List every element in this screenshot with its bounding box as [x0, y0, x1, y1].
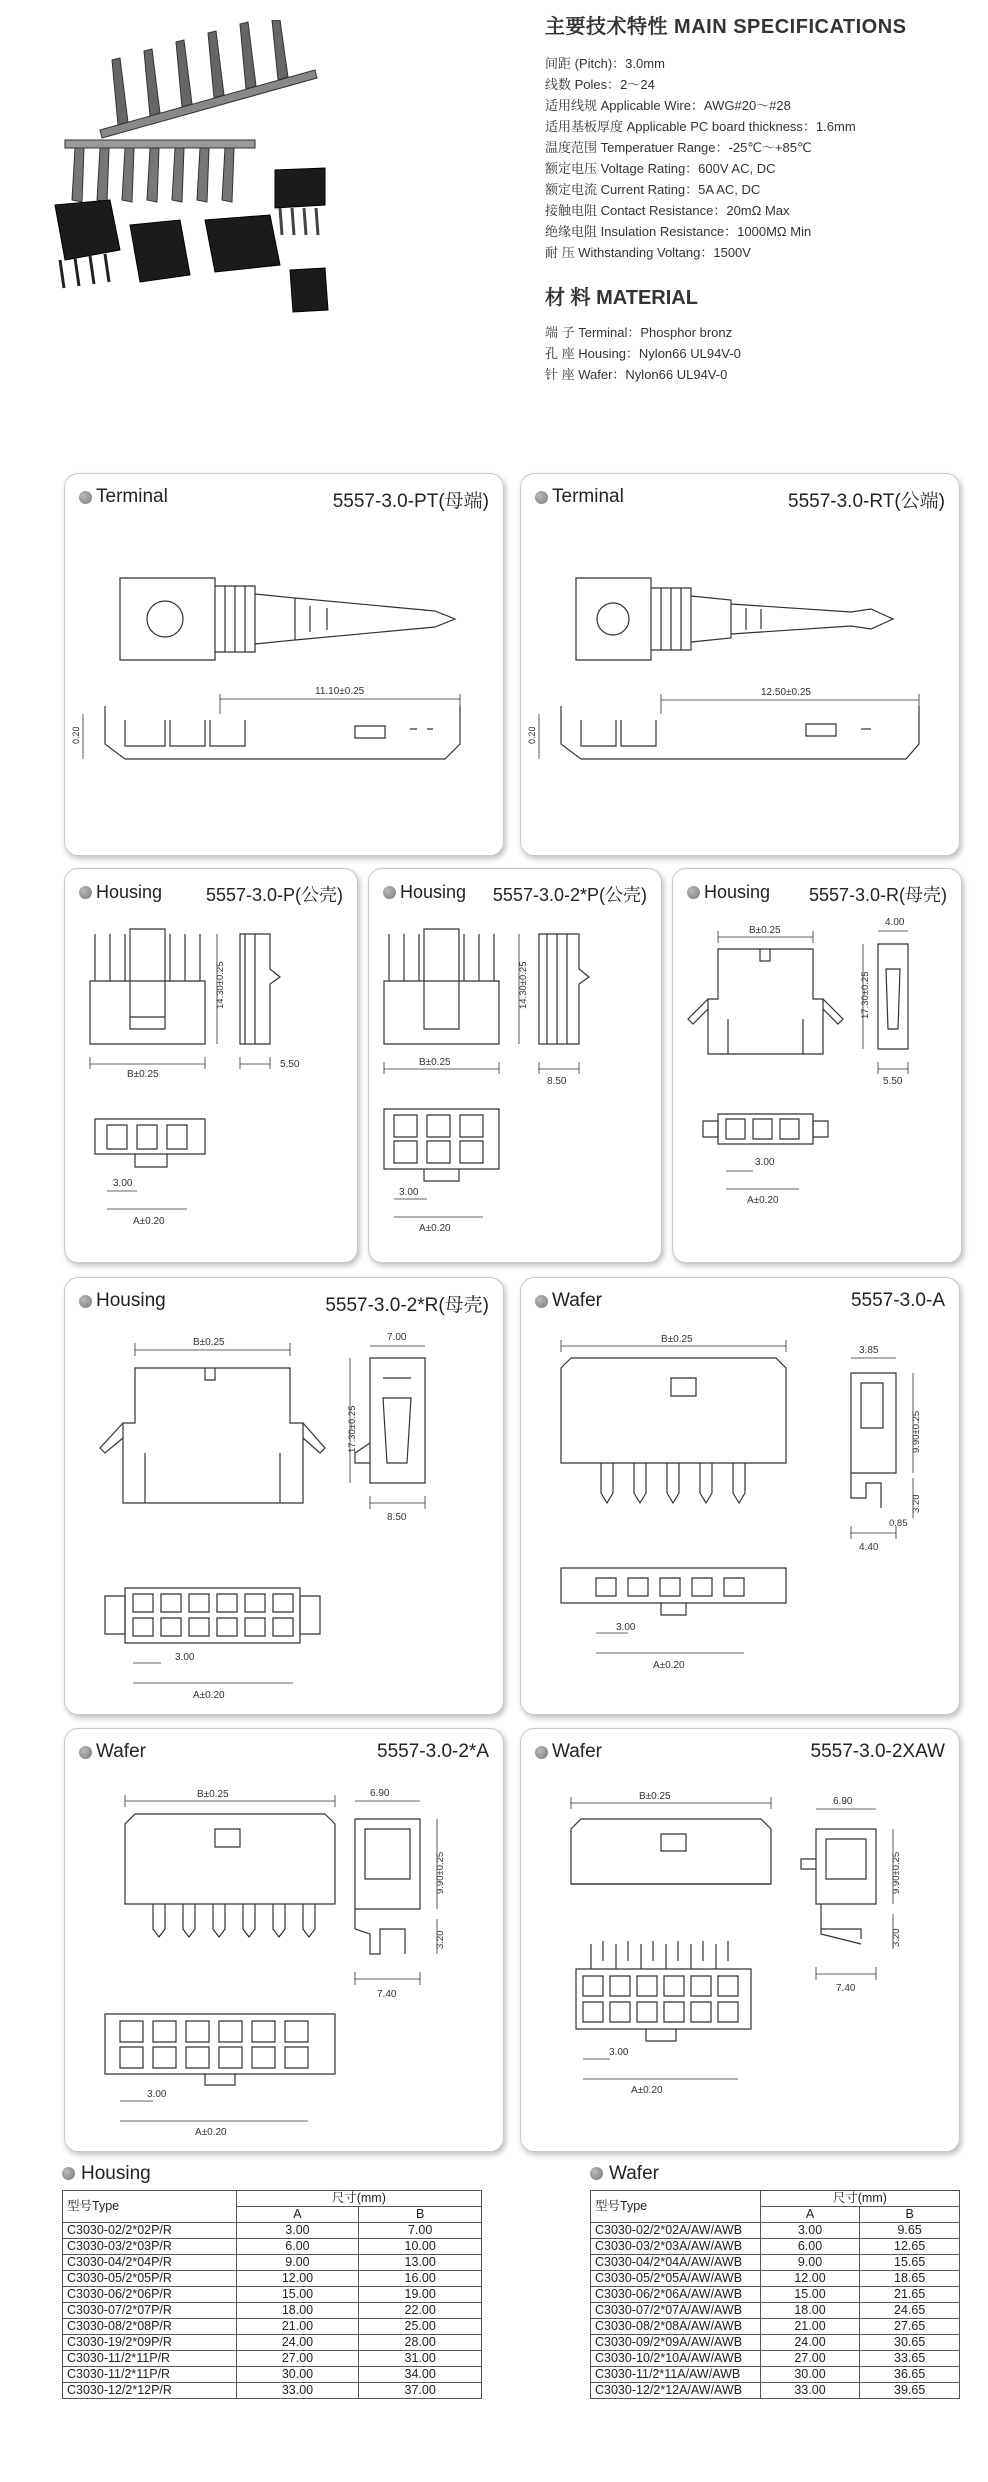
cell-a: 21.00 [236, 2319, 359, 2335]
terminal-rt-drawing [521, 474, 961, 857]
cell-b: 15.65 [860, 2255, 960, 2271]
dim-h-label: 9.90±0.25 [435, 1851, 446, 1894]
panel-title: Housing [96, 1290, 166, 1311]
header-b: B [860, 2207, 960, 2223]
panel-header [79, 1290, 489, 1316]
dim-small-label: 0.85 [889, 1518, 908, 1529]
table-row [63, 2383, 482, 2399]
dim-w-label: 4.40 [859, 1542, 879, 1553]
table-row [591, 2335, 960, 2351]
wafer-2a-drawing [65, 1729, 505, 2153]
wafer-2xaw-drawing [521, 1729, 961, 2153]
dim-w-label: 5.50 [883, 1076, 903, 1087]
cell-type: C3030-08/2*08P/R [63, 2319, 237, 2335]
product-photo [30, 20, 330, 360]
dim-h-label: 14.30±0.25 [518, 961, 529, 1009]
dim-top-label: 6.90 [833, 1796, 853, 1807]
dim-length-label: 11.10±0.25 [315, 686, 365, 697]
cell-a: 30.00 [760, 2367, 860, 2383]
material-line: 孔 座 Housing：Nylon66 UL94V-0 [545, 346, 741, 361]
dim-b-label: B±0.25 [639, 1791, 671, 1802]
cell-type: C3030-11/2*11A/AW/AWB [591, 2367, 761, 2383]
dim-b-label: B±0.25 [127, 1069, 159, 1080]
cell-b: 9.65 [860, 2223, 960, 2239]
bullet-icon [687, 886, 700, 899]
panel-header [535, 1290, 945, 1316]
cell-b: 28.00 [359, 2335, 482, 2351]
dim-h-label: 17.30±0.25 [347, 1405, 358, 1453]
bullet-icon [79, 1295, 92, 1308]
dim-pitch-label: 3.00 [616, 1622, 636, 1633]
table-row [591, 2255, 960, 2271]
panel-part-code: 5557-3.0-2XAW [810, 1741, 945, 1762]
panel-title: Wafer [96, 1741, 146, 1762]
cell-b: 39.65 [860, 2383, 960, 2399]
table-row [63, 2319, 482, 2335]
cell-a: 24.00 [236, 2335, 359, 2351]
material-line: 端 子 Terminal：Phosphor bronz [545, 325, 733, 340]
cell-b: 18.65 [860, 2271, 960, 2287]
dim-h-label: 14.30±0.25 [215, 961, 226, 1009]
housing-2r-drawing [65, 1278, 505, 1716]
panel-title: Terminal [552, 486, 624, 507]
dim-b-label: B±0.25 [749, 925, 781, 936]
dim-b-label: B±0.25 [661, 1334, 693, 1345]
cell-a: 21.00 [760, 2319, 860, 2335]
housing-2p-drawing [369, 869, 663, 1264]
dim-thick-label: 0.20 [71, 726, 81, 744]
material-line: 针 座 Wafer：Nylon66 UL94V-0 [545, 367, 728, 382]
table-row [63, 2255, 482, 2271]
cell-a: 15.00 [760, 2287, 860, 2303]
spec-line: 间距 (Pitch)：3.0mm [545, 56, 665, 71]
panel-terminal-pt [64, 473, 504, 856]
bullet-icon [79, 491, 92, 504]
specifications-title: 主要技术特性 MAIN SPECIFICATIONS [545, 16, 907, 38]
dim-length-label: 12.50±0.25 [761, 687, 811, 698]
cell-b: 21.65 [860, 2287, 960, 2303]
panel-title: Housing [400, 881, 467, 902]
cell-type: C3030-11/2*11P/R [63, 2351, 237, 2367]
spec-line: 绝缘电阻 Insulation Resistance：1000MΩ Min [545, 224, 812, 239]
table-row [63, 2239, 482, 2255]
cell-b: 36.65 [860, 2367, 960, 2383]
wafer-table-title [590, 2163, 659, 2185]
dim-h-label: 17.30±0.25 [860, 971, 871, 1019]
table-row [591, 2271, 960, 2287]
panel-housing-2r [64, 1277, 504, 1715]
panel-wafer-a [520, 1277, 960, 1715]
cell-type: C3030-07/2*07A/AW/AWB [591, 2303, 761, 2319]
panel-header [535, 1741, 945, 1767]
bullet-icon [383, 886, 396, 899]
dim-pin-label: 3.20 [911, 1494, 922, 1513]
dim-w-label: 8.50 [387, 1512, 407, 1523]
table-row [63, 2287, 482, 2303]
panel-part-code: 5557-3.0-RT(公端) [788, 491, 945, 512]
terminal-pt-drawing [65, 474, 505, 857]
cell-b: 34.00 [359, 2367, 482, 2383]
header-a: A [236, 2207, 359, 2223]
panel-housing-2p [368, 868, 662, 1263]
table-row [63, 2303, 482, 2319]
header-size: 尺寸(mm) [760, 2191, 959, 2207]
spec-line: 耐 压 Withstanding Voltang：1500V [545, 245, 751, 260]
cell-b: 10.00 [359, 2239, 482, 2255]
bullet-icon [535, 491, 548, 504]
dim-a-label: A±0.20 [195, 2127, 227, 2138]
table-row [591, 2351, 960, 2367]
cell-b: 27.65 [860, 2319, 960, 2335]
dim-b-label: B±0.25 [197, 1789, 229, 1800]
panel-part-code: 5557-3.0-A [850, 1290, 945, 1311]
panel-part-code: 5557-3.0-R(母壳) [808, 885, 947, 905]
panel-housing-r [672, 868, 962, 1263]
bullet-icon [79, 1746, 92, 1759]
cell-a: 6.00 [236, 2239, 359, 2255]
panel-header [79, 486, 489, 512]
panel-part-code: 5557-3.0-2*A [377, 1741, 489, 1762]
dim-pitch-label: 3.00 [755, 1157, 775, 1168]
dim-pin-label: 3.20 [435, 1930, 446, 1949]
bullet-icon [62, 2167, 75, 2180]
cell-b: 7.00 [359, 2223, 482, 2239]
dim-pin-label: 3.20 [891, 1928, 902, 1947]
cell-a: 24.00 [760, 2335, 860, 2351]
cell-b: 31.00 [359, 2351, 482, 2367]
wafer-table [590, 2190, 960, 2399]
cell-type: C3030-06/2*06P/R [63, 2287, 237, 2303]
table-row [63, 2335, 482, 2351]
panel-wafer-2a [64, 1728, 504, 2152]
dim-h-label: 9.90±0.25 [891, 1851, 902, 1894]
cell-a: 3.00 [760, 2223, 860, 2239]
table-row [591, 2223, 960, 2239]
panel-housing-p [64, 868, 358, 1263]
panel-header [535, 486, 945, 512]
table-row [591, 2319, 960, 2335]
dim-w-label: 7.40 [836, 1983, 856, 1994]
dim-a-label: A±0.20 [419, 1223, 451, 1234]
cell-b: 37.00 [359, 2383, 482, 2399]
panel-header [79, 881, 343, 907]
cell-type: C3030-06/2*06A/AW/AWB [591, 2287, 761, 2303]
wafer-a-drawing [521, 1278, 961, 1716]
cell-a: 18.00 [760, 2303, 860, 2319]
dim-pitch-label: 3.00 [113, 1178, 133, 1189]
cell-type: C3030-09/2*09A/AW/AWB [591, 2335, 761, 2351]
cell-type: C3030-03/2*03P/R [63, 2239, 237, 2255]
specifications-block [545, 10, 975, 385]
cell-a: 3.00 [236, 2223, 359, 2239]
panel-title: Housing [96, 881, 163, 902]
cell-type: C3030-02/2*02P/R [63, 2223, 237, 2239]
cell-b: 12.65 [860, 2239, 960, 2255]
cell-a: 9.00 [236, 2255, 359, 2271]
housing-photos [55, 168, 328, 312]
cell-type: C3030-10/2*10A/AW/AWB [591, 2351, 761, 2367]
table-row [63, 2223, 482, 2239]
cell-type: C3030-07/2*07P/R [63, 2303, 237, 2319]
cell-b: 22.00 [359, 2303, 482, 2319]
cell-b: 30.65 [860, 2335, 960, 2351]
dim-a-label: A±0.20 [133, 1216, 165, 1227]
dim-top-label: 7.00 [387, 1332, 407, 1343]
table-row [63, 2367, 482, 2383]
dim-a-label: A±0.20 [653, 1660, 685, 1671]
dim-top-label: 6.90 [370, 1788, 390, 1799]
dim-a-label: A±0.20 [747, 1195, 779, 1206]
cell-a: 27.00 [760, 2351, 860, 2367]
cell-a: 33.00 [236, 2383, 359, 2399]
panel-part-code: 5557-3.0-2*P(公壳) [492, 885, 647, 905]
bullet-icon [535, 1295, 548, 1308]
spec-line: 温度范围 Temperatuer Range：-25℃～+85℃ [545, 140, 812, 155]
header-type: 型号Type [63, 2191, 237, 2223]
table-row [591, 2367, 960, 2383]
dim-top-label: 4.00 [885, 917, 905, 928]
bullet-icon [535, 1746, 548, 1759]
dim-a-label: A±0.20 [631, 2085, 663, 2096]
cell-a: 30.00 [236, 2367, 359, 2383]
housing-table-title [62, 2163, 151, 2185]
cell-b: 24.65 [860, 2303, 960, 2319]
cell-type: C3030-08/2*08A/AW/AWB [591, 2319, 761, 2335]
table-header-row [63, 2191, 482, 2207]
dim-b-label: B±0.25 [419, 1057, 451, 1068]
cell-type: C3030-19/2*09P/R [63, 2335, 237, 2351]
table-row [591, 2303, 960, 2319]
cell-type: C3030-02/2*02A/AW/AWB [591, 2223, 761, 2239]
cell-a: 12.00 [760, 2271, 860, 2287]
cell-b: 16.00 [359, 2271, 482, 2287]
dim-h-label: 9.90±0.25 [911, 1410, 922, 1453]
bullet-icon [590, 2167, 603, 2180]
panel-title: Housing [704, 881, 771, 902]
cell-b: 33.65 [860, 2351, 960, 2367]
cell-b: 13.00 [359, 2255, 482, 2271]
spec-line: 额定电压 Voltage Rating：600V AC, DC [545, 161, 776, 176]
spec-line: 适用线规 Applicable Wire：AWG#20～#28 [545, 98, 791, 113]
cell-type: C3030-05/2*05A/AW/AWB [591, 2271, 761, 2287]
dim-thick-label: 0.20 [527, 726, 537, 744]
spec-line: 接触电阻 Contact Resistance：20mΩ Max [545, 203, 790, 218]
panel-terminal-rt [520, 473, 960, 856]
dim-pitch-label: 3.00 [175, 1652, 195, 1663]
panel-part-code: 5557-3.0-PT(母端) [332, 491, 489, 512]
table-header-row [591, 2191, 960, 2207]
dim-w-label: 8.50 [547, 1076, 567, 1087]
spec-line: 适用基板厚度 Applicable PC board thickness：1.6mm [545, 119, 856, 134]
material-title: 材 料 MATERIAL [545, 287, 698, 309]
cell-a: 12.00 [236, 2271, 359, 2287]
panel-wafer-2xaw [520, 1728, 960, 2152]
cell-type: C3030-12/2*12A/AW/AWB [591, 2383, 761, 2399]
panel-title: Terminal [96, 486, 168, 507]
bullet-icon [79, 886, 92, 899]
cell-type: C3030-04/2*04P/R [63, 2255, 237, 2271]
header-size: 尺寸(mm) [236, 2191, 481, 2207]
table-row [63, 2271, 482, 2287]
panel-part-code: 5557-3.0-P(公壳) [205, 885, 343, 905]
cell-type: C3030-04/2*04A/AW/AWB [591, 2255, 761, 2271]
dim-pitch-label: 3.00 [609, 2047, 629, 2058]
cell-type: C3030-11/2*11P/R [63, 2367, 237, 2383]
terminal-strip-photo [100, 20, 317, 138]
table-row [591, 2383, 960, 2399]
cell-type: C3030-03/2*03A/AW/AWB [591, 2239, 761, 2255]
header-type: 型号Type [591, 2191, 761, 2223]
terminal-strip-photo-2 [65, 140, 255, 202]
table-row [591, 2239, 960, 2255]
cell-a: 9.00 [760, 2255, 860, 2271]
cell-a: 15.00 [236, 2287, 359, 2303]
cell-a: 27.00 [236, 2351, 359, 2367]
dim-a-label: A±0.20 [193, 1690, 225, 1701]
dim-w-label: 7.40 [377, 1989, 397, 2000]
panel-part-code: 5557-3.0-2*R(母壳) [325, 1295, 489, 1316]
cell-type: C3030-12/2*12P/R [63, 2383, 237, 2399]
cell-a: 33.00 [760, 2383, 860, 2399]
header-b: B [359, 2207, 482, 2223]
panel-title: Wafer [552, 1290, 602, 1311]
panel-header [383, 881, 647, 907]
table-row [63, 2351, 482, 2367]
cell-a: 6.00 [760, 2239, 860, 2255]
housing-table-title-text: Housing [81, 2163, 151, 2184]
housing-p-drawing [65, 869, 359, 1264]
table-row [591, 2287, 960, 2303]
housing-r-drawing [673, 869, 963, 1264]
dim-pitch-label: 3.00 [147, 2089, 167, 2100]
dim-pitch-label: 3.00 [399, 1187, 419, 1198]
cell-b: 25.00 [359, 2319, 482, 2335]
dim-b-label: B±0.25 [193, 1337, 225, 1348]
spec-line: 线数 Poles：2～24 [545, 77, 655, 92]
panel-header [79, 1741, 489, 1767]
dim-w-label: 5.50 [280, 1059, 300, 1070]
panel-title: Wafer [552, 1741, 602, 1762]
spec-line: 额定电流 Current Rating：5A AC, DC [545, 182, 761, 197]
panel-header [687, 881, 947, 907]
cell-type: C3030-05/2*05P/R [63, 2271, 237, 2287]
dim-top-label: 3.85 [859, 1345, 879, 1356]
cell-a: 18.00 [236, 2303, 359, 2319]
housing-table [62, 2190, 482, 2399]
wafer-table-title-text: Wafer [609, 2163, 659, 2184]
cell-b: 19.00 [359, 2287, 482, 2303]
header-a: A [760, 2207, 860, 2223]
